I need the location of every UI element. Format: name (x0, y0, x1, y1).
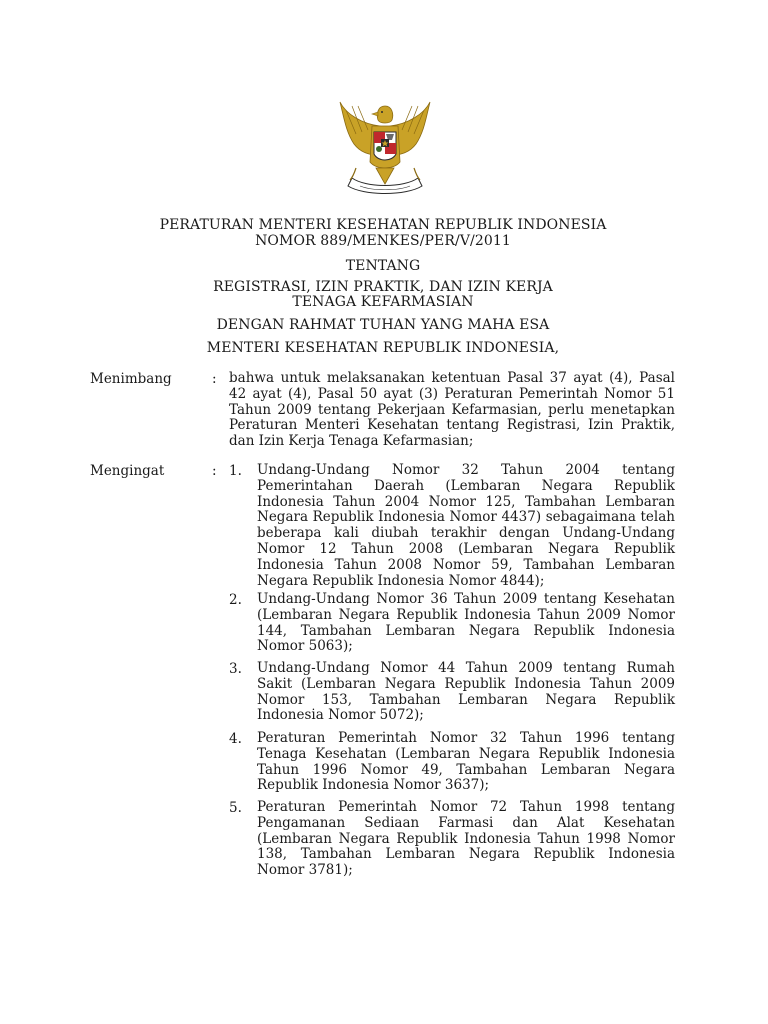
minister-line: MENTERI KESEHATAN REPUBLIK INDONESIA, (206, 340, 560, 356)
list-item-number: 1. (229, 463, 242, 479)
menimbang-text: bahwa untuk melaksanakan ketentuan Pasal 37 ayat (4), Pasal 42 ayat (4), Pasal 50 ayat (3) Peraturan Pemerintah Nomor 51 Tahun 2009 tentang Pekerjaan Kefarmasian, perlu menetapkan Peraturan Menteri Kesehatan tentang Registrasi, Izin Praktik, dan Izin Kerja Tenaga Kefarmasian; (229, 370, 675, 450)
list-item-number: 4. (229, 731, 242, 747)
menimbang-colon: : (212, 371, 217, 387)
list-item: Undang-Undang Nomor 36 Tahun 2009 tentang Kesehatan (Lembaran Negara Republik Indonesia Tahun 2009 Nomor 144, Tambahan Lembaran Negara Republik Indonesia Nomor 5063); (257, 591, 675, 655)
tentang-heading: TENTANG (345, 258, 421, 274)
mengingat-colon: : (212, 463, 217, 479)
list-item: Undang-Undang Nomor 44 Tahun 2009 tentang Rumah Sakit (Lembaran Negara Republik Indonesia Tahun 2009 Nomor 153, Tambahan Lembaran Negara Republik Indonesia Nomor 5072); (257, 660, 675, 724)
list-item: Peraturan Pemerintah Nomor 32 Tahun 1996 tentang Tenaga Kesehatan (Lembaran Negara Republik Indonesia Tahun 1996 Nomor 49, Tambahan Lembaran Negara Republik Indonesia Nomor 3637); (257, 730, 675, 794)
list-item-number: 2. (229, 592, 242, 608)
menimbang-label: Menimbang (90, 371, 172, 387)
regulation-title: PERATURAN MENTERI KESEHATAN REPUBLIK INDONESIA (159, 217, 607, 233)
regulation-number: NOMOR 889/MENKES/PER/V/2011 (255, 233, 511, 249)
garuda-pancasila-emblem-icon (332, 96, 438, 200)
subject-line-2: TENAGA KEFARMASIAN (292, 294, 474, 310)
list-item-number: 5. (229, 800, 242, 816)
blessing-line: DENGAN RAHMAT TUHAN YANG MAHA ESA (216, 317, 550, 333)
mengingat-label: Mengingat (90, 463, 165, 479)
list-item-number: 3. (229, 661, 242, 677)
list-item: Peraturan Pemerintah Nomor 72 Tahun 1998 tentang Pengamanan Sediaan Farmasi dan Alat Kesehatan (Lembaran Negara Republik Indonesia Tahun 1998 Nomor 138, Tambahan Lembaran Negara Republik Indonesia Nomor 3781); (257, 799, 675, 879)
subject-line-1: REGISTRASI, IZIN PRAKTIK, DAN IZIN KERJA (213, 279, 553, 295)
list-item: Undang-Undang Nomor 32 Tahun 2004 tentang Pemerintahan Daerah (Lembaran Negara Republik Indonesia Tahun 2004 Nomor 125, Tambahan Lembaran Negara Republik Indonesia Nomor 4437) sebagaimana telah beberapa kali diubah terakhir dengan Undang-Undang Nomor 12 Tahun 2008 (Lembaran Negara Republik Indonesia Tahun 2008 Nomor 59, Tambahan Lembaran Negara Republik Indonesia Nomor 4844); (257, 462, 675, 589)
